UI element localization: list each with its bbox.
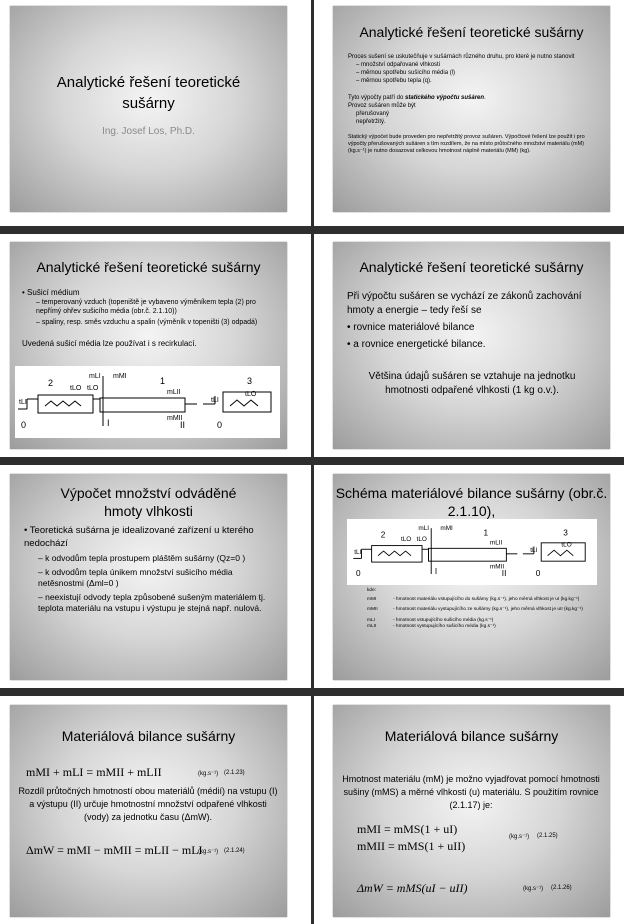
slide-author: Ing. Josef Los, Ph.D. [102, 126, 195, 137]
slide-5 [10, 474, 287, 680]
diagram-label: 3 [247, 376, 253, 386]
bullet-item: • rovnice materiálové bilance [347, 322, 475, 333]
slide-3 [10, 242, 287, 449]
slide-body [24, 524, 269, 614]
diagram-label: tLI [211, 397, 219, 404]
diagram-label: mLI [89, 373, 101, 380]
diagram-label: mLII [167, 389, 181, 396]
slide-body [22, 288, 277, 349]
diagram-label: mLII [489, 539, 503, 547]
equation-2-1-24: ΔmW = mMI − mMII = mLII − mLI [26, 843, 203, 857]
slide-title: Materiálová bilance sušárny [61, 728, 236, 744]
legend-row: mLII - hmotnost vystupujícího sušicího média (kg.s⁻¹) [367, 624, 496, 629]
list-item: nepřetržitý. [356, 119, 386, 125]
diagram-label: mLI [418, 525, 430, 532]
diagram-label: tLI [19, 399, 27, 406]
bullet-item: • Teoretická sušárna je idealizované zařízení u kterého nedochází [24, 525, 254, 549]
list-item: – měrnou spotřebu sušicího média (l) [356, 70, 456, 76]
row-separator [0, 688, 624, 696]
diagram-label: mMI [113, 373, 127, 380]
legend-row: mMI - hmotnost materiálu vstupujícího do sušárny (kg.s⁻¹), jeho měrná vlhkost je uI (kg.kg⁻¹) [367, 596, 580, 602]
equation-2-1-25a: mMI = mMS(1 + uI) [357, 822, 458, 836]
footer-text: Uvedená sušicí média lze používat i s recirkulací. [22, 339, 197, 348]
slide-title: Schéma materiálové bilance sušárny (obr.č. 2.1.10), [335, 485, 608, 519]
diagram-label: 3 [563, 528, 568, 538]
slide-title: Materiálová bilance sušárny [384, 728, 559, 744]
slide-body: Rozdíl průtočných hmotností obou materiálů (médií) na vstupu (I) a výstupu (II) určuje hmotnostní množství odpařené vlhkosti (vody) za jednotku času (ΔmW). [18, 786, 278, 822]
diagram-label: tLI [530, 547, 538, 554]
equation-unit: (kg.s⁻¹) [509, 834, 530, 840]
diagram-label: 0 [356, 568, 361, 578]
equation-number: (2.1.24) [224, 848, 245, 854]
slide-title: Analytické řešení teoretické sušárny [359, 24, 584, 40]
footer-text: Většina údajů sušáren se vztahuje na jednotku hmotnosti odpařené vlhkosti (1 kg o.v.). [368, 371, 576, 396]
slide-title: Analytické řešení teoretické sušárny [359, 259, 584, 275]
list-item: – množství odpařované vlhkosti [356, 62, 441, 68]
diagram-label: tLI [354, 548, 362, 556]
diagram-label: 0 [535, 568, 541, 578]
slide-body [348, 53, 598, 155]
diagram-label: II [501, 568, 507, 578]
diagram-label: tLO [416, 536, 427, 543]
intro-text: Proces sušení se uskutečňuje v sušárnách různého druhu, pro které je nutno stanovit [348, 54, 575, 60]
slide-7 [10, 705, 287, 917]
provoz-text: Provoz sušáren může být [348, 103, 416, 109]
legend-intro: kde: [367, 588, 377, 593]
diagram-label: mMII [489, 563, 505, 571]
row-separator [0, 457, 624, 465]
slide-6 [333, 474, 610, 680]
legend [367, 588, 597, 631]
equation-number: (2.1.26) [551, 885, 572, 891]
diagram-label: tLO [400, 536, 412, 543]
equation-unit: (kg.s⁻¹) [523, 886, 544, 892]
legend-row: mMII - hmotnost materiálu vystupujícího ze sušárny (kg.s⁻¹), jeho měrná vlhkost je uII (kg.kg⁻¹) [367, 607, 583, 612]
diagram-label: I [107, 418, 110, 428]
slide-4 [333, 242, 610, 449]
diagram-label: mMI [440, 525, 453, 532]
diagram-label: tLO [561, 541, 572, 549]
diagram-label: tLO [87, 385, 99, 392]
diagram-label: tLO [70, 385, 82, 392]
intro-text: Při výpočtu sušáren se vychází ze zákonů zachování hmoty a energie – tedy řeší se [347, 291, 582, 316]
equation-number: (2.1.23) [224, 770, 245, 776]
equation-2-1-23: mMI + mLI = mMII + mLII [26, 765, 162, 779]
list-item: – spaliny, resp. směs vzduchu a spalin (výměník v topeništi (3) odpadá) [36, 319, 258, 326]
slide-body: Hmotnost materiálu (mM) je možno vyjadřovat pomocí hmotnosti sušiny (mMS) a měrné vlhkosti (u) materiálu. S použitím rovnice (2.1.17) je: [342, 774, 600, 810]
list-item: – neexistují odvody tepla způsobené sušeným materiálem tj. teplota materiálu na vstupu i výstupu je stejná např. nulová. [38, 592, 266, 613]
equation-2-1-25b: mMII = mMS(1 + uII) [357, 839, 466, 853]
list-item: – k odvodům tepla prostupem pláštěm sušárny (Qz=0 ) [38, 553, 246, 563]
equation-2-1-26: ΔmW = mMS(uI − uII) [357, 881, 468, 895]
diagram-label: 2 [380, 530, 386, 540]
dryer-schematic [347, 519, 597, 585]
slide-title: Analytické řešení teoretické sušárny [56, 74, 241, 112]
slide-2 [333, 6, 610, 212]
diagram-label: tLO [245, 391, 257, 398]
slide-1 [10, 6, 287, 212]
list-item: – k odvodům tepla únikem množství sušicího média netěsnostmi (Δml=0 ) [38, 567, 233, 588]
slide-body [347, 290, 597, 398]
list-item: přerušovaný [356, 111, 390, 117]
dryer-diagram [347, 519, 597, 585]
dryer-schematic [15, 366, 280, 438]
note-text: Statický výpočet bude proveden pro nepřetržitý provoz sušáren. Výpočtové řešení lze použít i pro výpočty přerušovaných sušáren s tím rozdílem, že na místo průtočného množství materiálu (mM) (kg.s⁻¹) je nutno dosazovat celkovou hmotnost náplně materiálu (MM) (kg). [348, 134, 585, 154]
equation-unit: (kg.s⁻¹) [198, 849, 219, 855]
slide-8 [333, 705, 610, 917]
list-item: – měrnou spotřebu tepla (q). [356, 78, 432, 84]
diagram-label: 1 [160, 376, 166, 386]
diagram-label: mMII [167, 415, 183, 422]
bullet-item: • Sušicí médium [22, 288, 80, 297]
diagram-label: 0 [217, 420, 223, 430]
list-item: – temperovaný vzduch (topeniště je vybaveno výměníkem tepla (2) pro nepřímý ohřev sušicího média (obr.č. 2.1.10)) [36, 299, 256, 315]
diagram-label: I [434, 567, 438, 576]
equation-number: (2.1.25) [537, 833, 558, 839]
legend-row: mLI - hmotnost vstupujícího sušicího média (kg.s⁻¹) [367, 617, 494, 623]
slide-title: Výpočet množství odváděné hmoty vlhkosti [60, 485, 237, 519]
dryer-diagram [15, 366, 280, 438]
diagram-label: 1 [483, 528, 489, 538]
row-separator [0, 226, 624, 234]
slide-title: Analytické řešení teoretické sušárny [36, 259, 261, 275]
diagram-label: 0 [21, 420, 27, 430]
bullet-item: • a rovnice energetické bilance. [347, 339, 486, 350]
diagram-label: II [180, 420, 186, 430]
equation-unit: (kg.s⁻¹) [198, 771, 219, 777]
diagram-label: 2 [48, 378, 54, 388]
statics-text: Tyto výpočty patří do statického výpočtu sušáren. [348, 95, 486, 101]
